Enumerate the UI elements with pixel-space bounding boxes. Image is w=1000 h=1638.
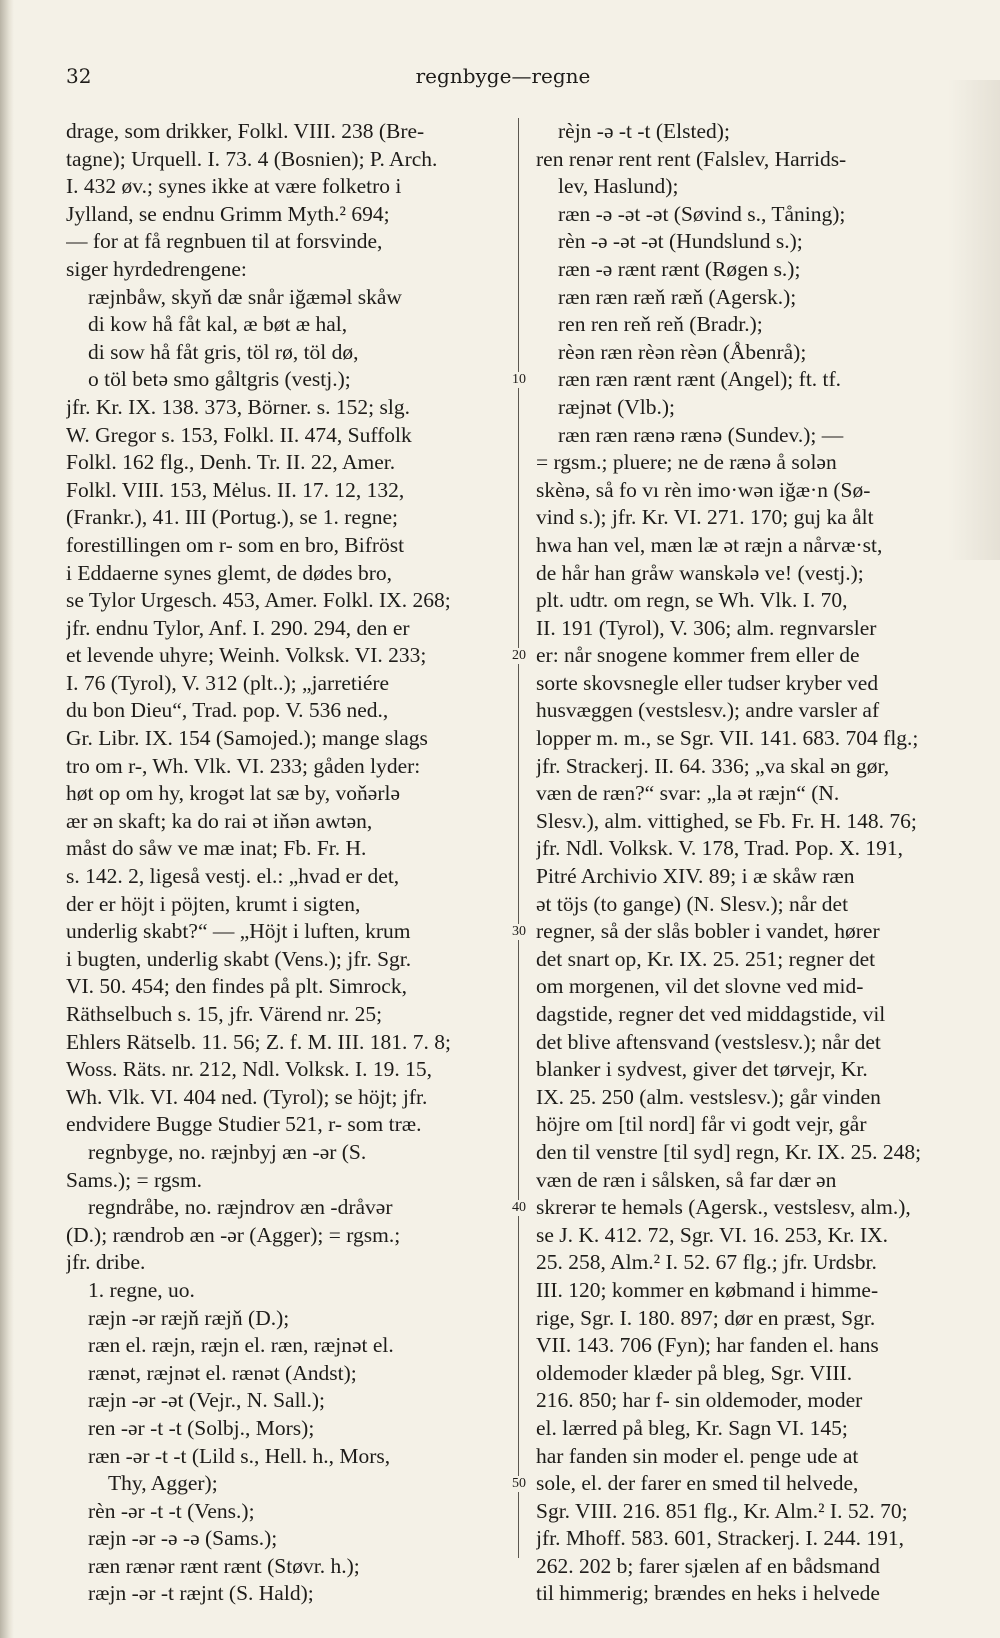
text-line: drage, som drikker, Folkl. VIII. 238 (Bre- bbox=[66, 119, 425, 143]
text-line: rænət, ræjnət el. rænət (Andst); bbox=[88, 1360, 357, 1385]
page-number: 32 bbox=[66, 64, 92, 88]
text-line: ær ən skaft; ka do rai ət iňən awtən, bbox=[66, 808, 373, 833]
text-line: rèən ræn rèən rèən (Åbenrå); bbox=[558, 339, 807, 364]
text-line: I. 432 øv.; synes ikke at være folketro i bbox=[66, 174, 402, 199]
text-line: IX. 25. 250 (alm. vestslesv.); går vinden bbox=[536, 1084, 881, 1109]
text-line: I. 76 (Tyrol), V. 312 (plt..); „jarretiére bbox=[66, 670, 390, 695]
text-line: plt. udtr. om regn, se Wh. Vlk. I. 70, bbox=[536, 588, 848, 613]
text-line: regner, så der slås bobler i vandet, hører bbox=[536, 919, 880, 944]
text-line: rèn -ə -ət -ət (Hundslund s.); bbox=[558, 229, 803, 254]
text-line: tro om r-, Wh. Vlk. VI. 233; gåden lyder: bbox=[66, 753, 421, 778]
text-line: (D.); rændrob æn -ər (Agger); = rgsm.; bbox=[66, 1222, 401, 1247]
text-line: husvæggen (vestslesv.); andre varsler af bbox=[536, 698, 880, 723]
text-line: 1. regne, uo. bbox=[88, 1277, 195, 1302]
text-line: oldemoder klæder på bleg, Sgr. VIII. bbox=[536, 1360, 853, 1385]
text-line: ræn -ər -t -t (Lild s., Hell. h., Mors, bbox=[88, 1443, 391, 1468]
text-line: s. 142. 2, ligeså vestj. el.: „hvad er det, bbox=[66, 864, 400, 889]
text-line: du bon Dieu“, Trad. pop. V. 536 ned., bbox=[66, 698, 389, 723]
text-line: vind s.); jfr. Kr. VI. 271. 170; guj ka ålt bbox=[536, 505, 874, 530]
text-line: jfr. endnu Tylor, Anf. I. 290. 294, den er bbox=[66, 615, 410, 640]
text-line: skrerər te heməls (Agersk., vestslesv, alm.), bbox=[536, 1195, 911, 1220]
text-line: di kow hå fåt kal, æ bøt æ hal, bbox=[88, 312, 348, 337]
text-line: Pitré Archivio XIV. 89; i æ skåw ræn bbox=[536, 864, 855, 889]
text-line: jfr. Mhoff. 583. 601, Strackerj. I. 244. 191, bbox=[536, 1526, 905, 1551]
text-line: rige, Sgr. I. 180. 897; dør en præst, Sgr. bbox=[536, 1305, 876, 1330]
text-line: Thy, Agger); bbox=[108, 1471, 218, 1496]
text-line: jfr. Strackerj. II. 64. 336; „va skal ən gør, bbox=[536, 753, 890, 778]
text-line: ræjn -ər -t ræjnt (S. Hald); bbox=[88, 1581, 314, 1606]
text-line: blanker i sydvest, giver det tørvejr, Kr. bbox=[536, 1057, 868, 1082]
text-line: Woss. Räts. nr. 212, Ndl. Volksk. I. 19. 15, bbox=[66, 1057, 432, 1082]
page-header bbox=[66, 64, 940, 94]
text-line: ræn -ə rænt rænt (Røgen s.); bbox=[558, 256, 801, 281]
text-line: det blive aftensvand (vestslesv.); når det bbox=[536, 1029, 881, 1054]
text-line: har fanden sin moder el. penge ude at bbox=[536, 1443, 859, 1468]
running-head: regnbyge—regne bbox=[415, 64, 591, 88]
text-line: ræjn -ər -ə -ə (Sams.); bbox=[88, 1526, 278, 1551]
text-line: høt op om hy, krogət lat sæ by, voňərlə bbox=[66, 781, 400, 806]
page-edge-shadow bbox=[0, 0, 14, 1638]
text-line: jfr. dribe. bbox=[66, 1250, 146, 1275]
text-line: ræn -ə -ət -ət (Søvind s., Tåning); bbox=[558, 201, 846, 226]
text-line: dagstide, regner det ved middagstide, vil bbox=[536, 1002, 886, 1026]
text-line: ræjn -ər ræjň ræjň (D.); bbox=[88, 1305, 290, 1330]
text-line: sorte skovsnegle eller tudser kryber ved bbox=[536, 670, 879, 695]
text-line: lev, Haslund); bbox=[558, 174, 679, 199]
text-line: hwa han vel, mæn læ ət ræjn a nårvæ·st, bbox=[536, 532, 883, 557]
text-line: jfr. Ndl. Volksk. V. 178, Trad. Pop. X. 191, bbox=[536, 836, 903, 861]
text-line: ræn rænər rænt rænt (Støvr. h.); bbox=[88, 1553, 360, 1578]
text-line: el. lærred på bleg, Kr. Sagn VI. 145; bbox=[536, 1415, 848, 1440]
text-line: ren ren reň reň (Bradr.); bbox=[558, 312, 763, 337]
text-line: Folkl. VIII. 153, Mėlus. II. 17. 12, 132, bbox=[66, 477, 405, 502]
text-line: rèn -ər -t -t (Vens.); bbox=[88, 1498, 255, 1523]
text-line: skènə, så fo vı rèn imo·wən iğæ·n (Sø- bbox=[536, 477, 871, 502]
text-line: ət töjs (to gange) (N. Slesv.); når det bbox=[536, 891, 849, 916]
text-line: VI. 50. 454; den findes på plt. Simrock, bbox=[66, 974, 407, 999]
text-line: regnbyge, no. ræjnbyj æn -ər (S. bbox=[88, 1139, 367, 1164]
text-line: lopper m. m., se Sgr. VII. 141. 683. 704 flg.; bbox=[536, 726, 919, 751]
text-line: di sow hå fåt gris, töl rø, töl dø, bbox=[88, 339, 359, 364]
text-line: Ehlers Rätselb. 11. 56; Z. f. M. III. 181. 7. 8; bbox=[66, 1029, 451, 1054]
text-line: det snart op, Kr. IX. 25. 251; regner det bbox=[536, 946, 876, 971]
text-line: tagne); Urquell. I. 73. 4 (Bosnien); P. Arch. bbox=[66, 146, 438, 171]
text-line: ræjn -ər -ət (Vejr., N. Sall.); bbox=[88, 1388, 326, 1413]
text-line: rèjn -ə -t -t (Elsted); bbox=[558, 119, 730, 143]
line-number: 10 bbox=[505, 372, 533, 388]
text-line: ræn ræn ræň ræň (Agersk.); bbox=[558, 284, 797, 309]
text-line: 216. 850; har f- sin oldemoder, moder bbox=[536, 1388, 863, 1413]
text-line: ræn ræn rænə rænə (Sundev.); — bbox=[558, 422, 844, 447]
text-line: i bugten, underlig skabt (Vens.); jfr. Sgr. bbox=[66, 946, 412, 971]
left-text-column bbox=[66, 118, 506, 1608]
line-number: 30 bbox=[505, 924, 533, 940]
text-line: til himmerig; brændes en heks i helvede bbox=[536, 1581, 880, 1606]
text-line: o töl betə smo gåltgris (vestj.); bbox=[88, 367, 351, 392]
line-number: 20 bbox=[505, 648, 533, 664]
text-line: ræjnbåw, skyň dæ snår iğæməl skåw bbox=[88, 284, 402, 309]
text-line: W. Gregor s. 153, Folkl. II. 474, Suffolk bbox=[66, 422, 412, 447]
text-line: höjre om [til nord] får vi godt vejr, går bbox=[536, 1112, 867, 1137]
text-line: 25. 258, Alm.² I. 52. 67 flg.; jfr. Urdsbr. bbox=[536, 1250, 877, 1275]
text-line: forestillingen om r- som en bro, Bifröst bbox=[66, 532, 405, 557]
text-line: = rgsm.; pluere; ne de rænə å solən bbox=[536, 450, 837, 475]
text-line: måst do såw ve mæ inat; Fb. Fr. H. bbox=[66, 836, 367, 861]
text-line: (Frankr.), 41. III (Portug.), se 1. regne; bbox=[66, 505, 398, 530]
text-line: III. 120; kommer en købmand i himme- bbox=[536, 1277, 879, 1302]
text-line: jfr. Kr. IX. 138. 373, Börner. s. 152; slg. bbox=[66, 394, 410, 419]
text-line: Räthselbuch s. 15, jfr. Värend nr. 25; bbox=[66, 1002, 383, 1026]
text-line: ren -ər -t -t (Solbj., Mors); bbox=[88, 1415, 315, 1440]
text-line: VII. 143. 706 (Fyn); har fanden el. hans bbox=[536, 1333, 879, 1358]
text-line: underlig skabt?“ — „Höjt i luften, krum bbox=[66, 919, 411, 944]
text-line: væn de ræn?“ svar: „la ət ræjn“ (N. bbox=[536, 781, 840, 806]
text-line: i Eddaerne synes glemt, de dødes bro, bbox=[66, 560, 392, 585]
line-number: 40 bbox=[505, 1200, 533, 1216]
text-line: Folkl. 162 flg., Denh. Tr. II. 22, Amer. bbox=[66, 450, 396, 475]
column-divider bbox=[518, 118, 519, 1558]
text-line: Slesv.), alm. vittighed, se Fb. Fr. H. 148. 76; bbox=[536, 808, 917, 833]
text-line: om morgenen, vil det slovne ved mid- bbox=[536, 974, 864, 999]
text-line: Gr. Libr. IX. 154 (Samojed.); mange slags bbox=[66, 726, 428, 751]
text-line: se Tylor Urgesch. 453, Amer. Folkl. IX. 268; bbox=[66, 588, 451, 613]
text-line: den til venstre [til syd] regn, Kr. IX. 25. 248; bbox=[536, 1139, 922, 1164]
text-line: et levende uhyre; Weinh. Volksk. VI. 233; bbox=[66, 643, 427, 668]
text-line: regndråbe, no. ræjndrov æn -dråvər bbox=[88, 1195, 393, 1220]
text-line: II. 191 (Tyrol), V. 306; alm. regnvarsler bbox=[536, 615, 877, 640]
text-line: de hår han gråw wanskələ ve! (vestj.); bbox=[536, 560, 864, 585]
text-line: endvidere Bugge Studier 521, r- som træ. bbox=[66, 1112, 422, 1137]
text-line: er: når snogene kommer frem eller de bbox=[536, 643, 860, 668]
text-line: 262. 202 b; farer sjælen af en bådsmand bbox=[536, 1553, 880, 1578]
text-line: sole, el. der farer en smed til helvede, bbox=[536, 1471, 859, 1496]
text-line: der er höjt i pöjten, krumt i sigten, bbox=[66, 891, 361, 916]
text-line: Sgr. VIII. 216. 851 flg., Kr. Alm.² I. 52. 70; bbox=[536, 1498, 908, 1523]
text-line: ren renər rent rent (Falslev, Harrids- bbox=[536, 146, 847, 171]
text-line: ræn ræn rænt rænt (Angel); ft. tf. bbox=[558, 367, 842, 392]
text-line: siger hyrdedrengene: bbox=[66, 256, 247, 281]
text-line: ræjnət (Vlb.); bbox=[558, 394, 676, 419]
text-line: ræn el. ræjn, ræjn el. ræn, ræjnət el. bbox=[88, 1333, 394, 1358]
text-line: væn de ræn i sålsken, så far dær ən bbox=[536, 1167, 837, 1192]
text-line: Jylland, se endnu Grimm Myth.² 694; bbox=[66, 201, 390, 226]
text-line: se J. K. 412. 72, Sgr. VI. 16. 253, Kr. IX. bbox=[536, 1222, 888, 1247]
text-line: Wh. Vlk. VI. 404 ned. (Tyrol); se höjt; jfr. bbox=[66, 1084, 428, 1109]
text-line: Sams.); = rgsm. bbox=[66, 1167, 202, 1192]
right-text-column bbox=[536, 118, 966, 1608]
line-number: 50 bbox=[505, 1476, 533, 1492]
text-line: — for at få regnbuen til at forsvinde, bbox=[66, 229, 383, 254]
